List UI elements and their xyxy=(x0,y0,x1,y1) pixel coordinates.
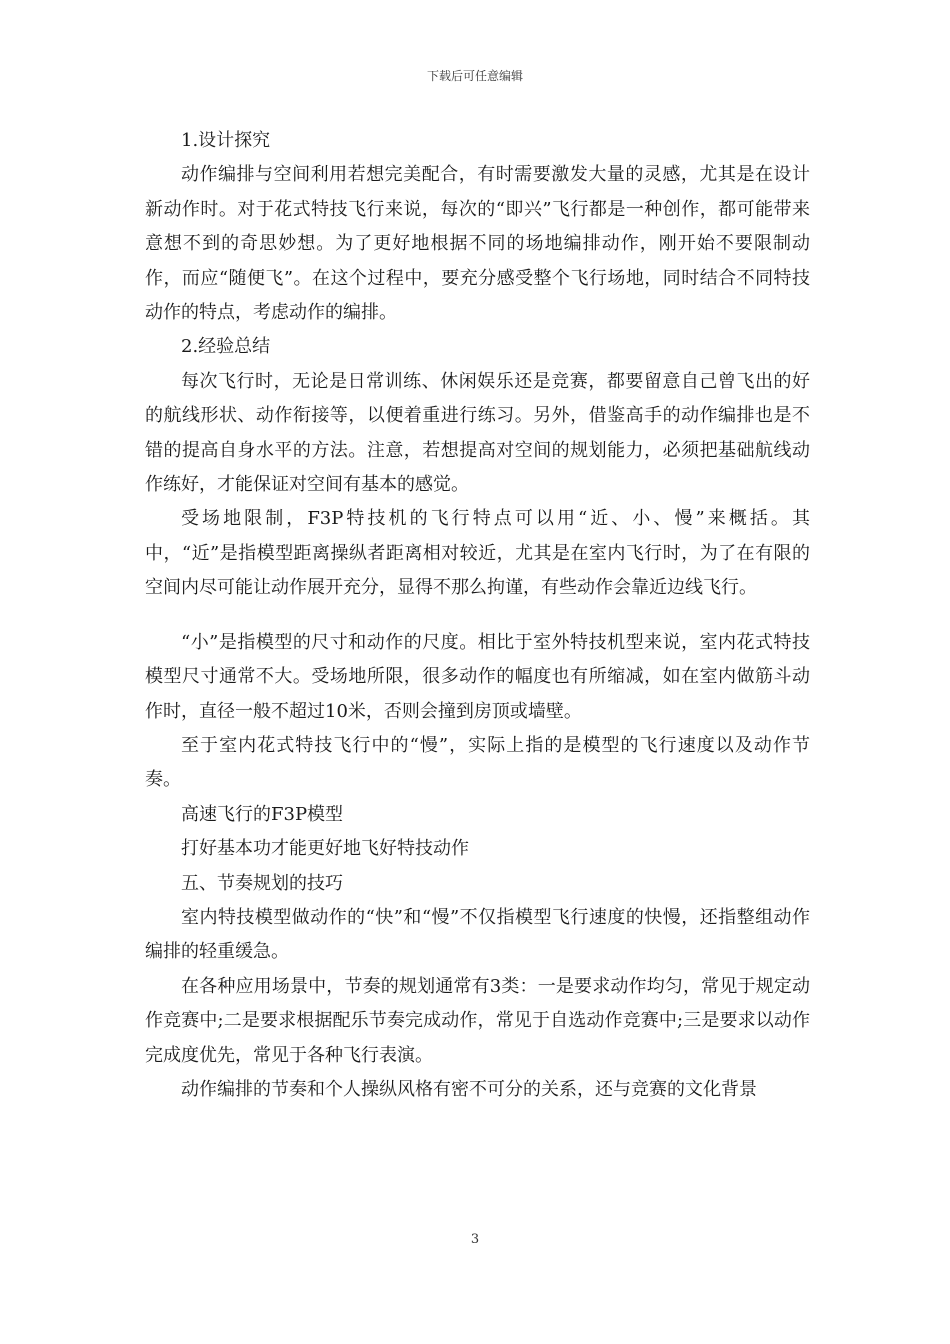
section-heading-design: 1.设计探究 xyxy=(181,130,271,151)
paragraph-slow: 至于室内花式特技飞行中的“慢”，实际上指的是模型的飞行速度以及动作节奏。 xyxy=(145,734,810,791)
document-body xyxy=(145,124,810,1107)
section-heading-experience: 2.经验总结 xyxy=(181,336,271,358)
paragraph-small: “小”是指模型的尺寸和动作的尺度。相比于室外特技机型来说，室内花式特技模型尺寸通常不大。受场地所限，很多动作的幅度也有所缩减，如在室内做筋斗动作时，直径一般不超过10米，否则会撞到房顶或墙壁。 xyxy=(145,631,810,722)
paragraph-experience-summary: 每次飞行时，无论是日常训练、休闲娱乐还是竞赛，都要留意自己曾飞出的好的航线形状、动作衔接等，以便着重进行练习。另外，借鉴高手的动作编排也是不错的提高自身水平的方法。注意，若想提高对空间的规划能力，必须把基础航线动作练好，才能保证对空间有基本的感觉。 xyxy=(145,370,810,496)
page-number: 3 xyxy=(470,1232,480,1247)
paragraph-design-exploration: 动作编排与空间利用若想完美配合，有时需要激发大量的灵感，尤其是在设计新动作时。对于花式特技飞行来说，每次的“即兴”飞行都是一种创作，都可能带来意想不到的奇思妙想。为了更好地根据不同的场地编排动作，刚开始不要限制动作，而应“随便飞”。在这个过程中，要充分感受整个飞行场地，同时结合不同特技动作的特点，考虑动作的编排。 xyxy=(145,164,810,324)
paragraph-rhythm-types: 在各种应用场景中，节奏的规划通常有3类：一是要求动作均匀，常见于规定动作竞赛中;二是要求根据配乐节奏完成动作，常见于自选动作竞赛中;三是要求以动作完成度优先，常见于各种飞行表演。 xyxy=(145,975,810,1066)
image-caption-high-speed: 高速飞行的F3P模型 xyxy=(181,803,344,825)
paragraph-fast-slow: 室内特技模型做动作的“快”和“慢”不仅指模型飞行速度的快慢，还指整组动作编排的轻重缓急。 xyxy=(145,906,810,963)
section-heading-rhythm: 五、节奏规划的技巧 xyxy=(181,872,343,894)
page-header: 下载后可任意编辑 xyxy=(426,69,523,83)
image-caption-basics: 打好基本功才能更好地飞好特技动作 xyxy=(181,838,469,860)
paragraph-rhythm-style: 动作编排的节奏和个人操纵风格有密不可分的关系，还与竞赛的文化背景 xyxy=(181,1078,757,1100)
paragraph-near-small-slow: 受场地限制，F3P特技机的飞行特点可以用“近、小、慢”来概括。其中，“近”是指模型距离操纵者距离相对较近，尤其是在室内飞行时，为了在有限的空间内尽可能让动作展开充分，显得不那么拘谨，有些动作会靠近边线飞行。 xyxy=(145,508,810,599)
